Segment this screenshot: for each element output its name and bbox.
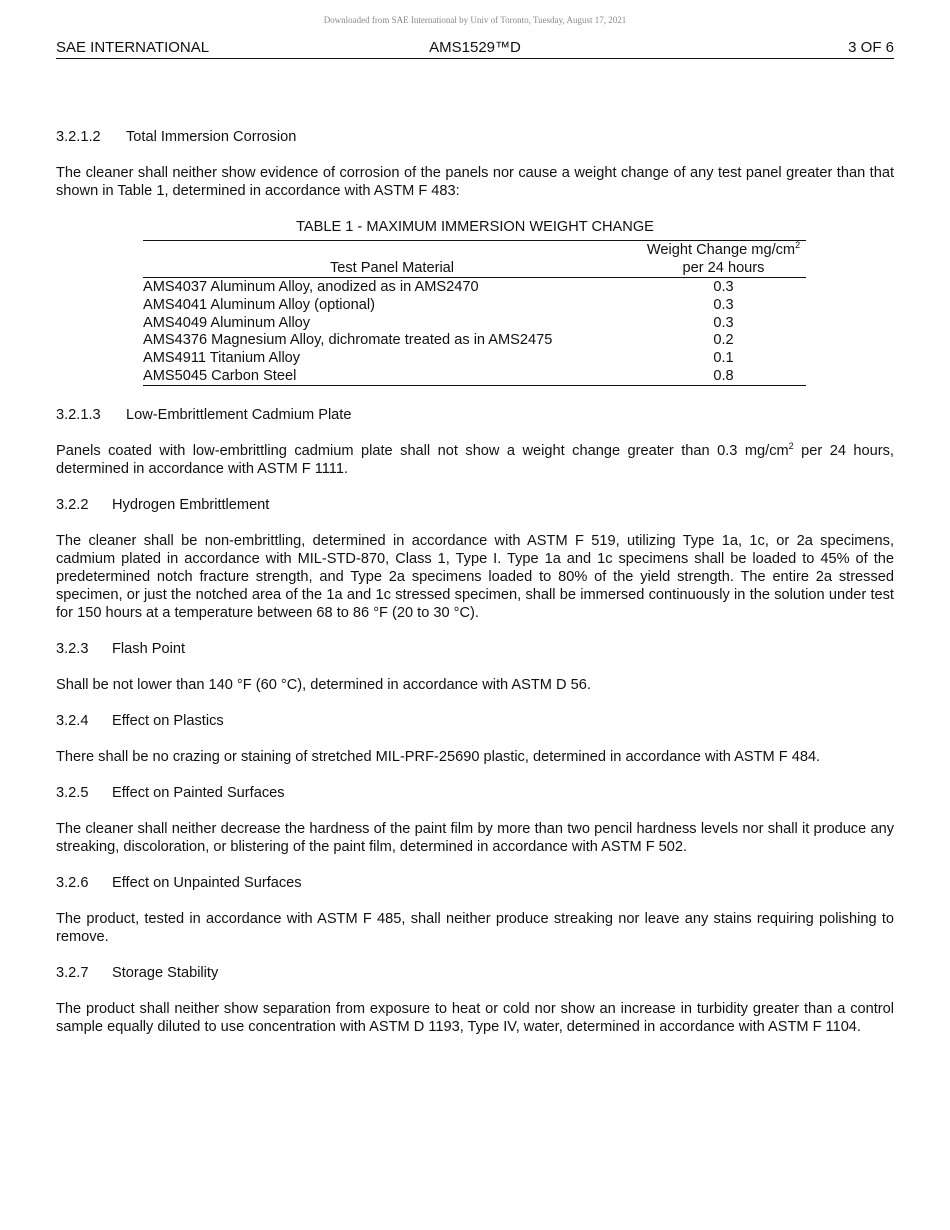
section-body: The cleaner shall neither show evidence of corrosion of the panels nor cause a weight change of any test panel greater than that shown in Table 1, determined in accordance with ASTM F 483: bbox=[56, 165, 894, 199]
section-title: Low-Embrittlement Cadmium Plate bbox=[126, 406, 352, 423]
section-body: There shall be no crazing or staining of stretched MIL-PRF-25690 plastic, determined in accordance with ASTM F 484. bbox=[56, 748, 821, 765]
column-header-weight-change: Weight Change $mg/cm^2$ per 24 hours bbox=[646, 240, 801, 276]
table-row bbox=[143, 278, 806, 296]
material-cell: AMS4376 Magnesium Alloy, dichromate treated as in AMS2475 bbox=[143, 332, 553, 349]
section-body: The product shall neither show separation from exposure to heat or cold nor show an increase in turbidity greater than a control sample equally diluted to use concentration with ASTM D 1193, Type IV, water, determined in accordance with ASTM F 1104. bbox=[56, 1000, 894, 1035]
section-title: Effect on Painted Surfaces bbox=[112, 784, 285, 801]
table-row bbox=[143, 331, 806, 349]
page-number: 3 OF 6 bbox=[848, 39, 894, 56]
section-number: 3.2.5 bbox=[56, 784, 89, 801]
section-heading-3-2-7 bbox=[56, 964, 894, 982]
section-number: 3.2.7 bbox=[56, 964, 89, 981]
section-heading-3-2-3 bbox=[56, 640, 894, 658]
weight-change-cell: 0.2 bbox=[713, 332, 734, 349]
download-watermark: Downloaded from SAE International by Univ of Toronto, Tuesday, August 17, 2021 bbox=[323, 15, 627, 25]
weight-change-cell: 0.3 bbox=[713, 314, 734, 331]
section-heading-3-2-1-2 bbox=[56, 128, 894, 146]
section-body: The product, tested in accordance with ASTM F 485, shall neither produce streaking nor leave any stains requiring polishing to remove. bbox=[56, 910, 894, 945]
section-title: Storage Stability bbox=[112, 964, 219, 981]
material-cell: AMS4911 Titanium Alloy bbox=[143, 350, 301, 367]
publisher-name: SAE INTERNATIONAL bbox=[56, 39, 210, 56]
section-body: Panels coated with low-embrittling cadmium plate shall not show a weight change greater than 0.3 $mg/cm^2$ per 24 hours, determined in accordance with ASTM F 1111. bbox=[56, 440, 894, 477]
section-heading-3-2-5 bbox=[56, 784, 894, 802]
table-row bbox=[143, 349, 806, 367]
material-cell: AMS4041 Aluminum Alloy (optional) bbox=[143, 296, 375, 313]
table-row bbox=[143, 296, 806, 314]
weight-change-cell: 0.3 bbox=[713, 296, 734, 313]
section-number: 3.2.1.2 bbox=[56, 129, 101, 145]
section-body: Shall be not lower than 140 °F (60 °C), determined in accordance with ASTM D 56. bbox=[56, 676, 591, 693]
section-title: Flash Point bbox=[112, 640, 186, 657]
table-header-row bbox=[143, 240, 806, 278]
table-title: TABLE 1 - MAXIMUM IMMERSION WEIGHT CHANGE bbox=[296, 219, 654, 235]
section-number: 3.2.2 bbox=[56, 496, 89, 513]
section-title: Effect on Unpainted Surfaces bbox=[112, 874, 302, 891]
section-title: Effect on Plastics bbox=[112, 712, 224, 729]
column-header-material: Test Panel Material bbox=[329, 260, 455, 276]
table-body bbox=[143, 278, 806, 386]
weight-change-cell: 0.3 bbox=[713, 279, 734, 295]
section-number: 3.2.1.3 bbox=[56, 406, 101, 423]
document-body bbox=[56, 128, 894, 1036]
section-heading-3-2-6 bbox=[56, 874, 894, 892]
section-title: Hydrogen Embrittlement bbox=[112, 496, 270, 513]
section-heading-3-2-4 bbox=[56, 712, 894, 730]
section-heading-3-2-1-3 bbox=[56, 406, 894, 424]
material-cell: AMS4049 Aluminum Alloy bbox=[143, 314, 311, 331]
material-cell: AMS4037 Aluminum Alloy, anodized as in AMS2470 bbox=[143, 279, 479, 295]
section-body: The cleaner shall be non-embrittling, determined in accordance with ASTM F 519, utilizing Type 1a, 1c, or 2a specimens, cadmium plated in accordance with MIL-STD-870, Class 1, Type I. Type 1a and 1c specimens shall be loaded to 45% of the predetermined notch fracture strength, and Type 2a specimens loaded to 80% of the yield strength. The entire 2a stressed specimen, or just the notched area of the 1a and 1c stressed specimen, shall be immersed continuously in the solution under test for 150 hours at a temperature between 68 to 86 °F (20 to 30 °C). bbox=[56, 532, 894, 621]
section-title: Total Immersion Corrosion bbox=[126, 129, 297, 145]
section-number: 3.2.3 bbox=[56, 640, 89, 657]
table-row bbox=[143, 314, 806, 332]
document-number: AMS1529™D bbox=[429, 39, 521, 56]
section-number: 3.2.6 bbox=[56, 874, 89, 891]
section-number: 3.2.4 bbox=[56, 712, 89, 729]
section-body: The cleaner shall neither decrease the hardness of the paint film by more than two pencil hardness levels nor shall it produce any streaking, discoloration, or blistering of the paint film, determined in accordance with ASTM F 502. bbox=[56, 820, 894, 855]
page-header bbox=[56, 38, 894, 59]
table-row bbox=[143, 367, 806, 385]
weight-change-cell: 0.1 bbox=[713, 350, 734, 367]
immersion-weight-table bbox=[143, 240, 806, 386]
material-cell: AMS5045 Carbon Steel bbox=[143, 367, 297, 384]
weight-change-cell: 0.8 bbox=[713, 367, 734, 384]
section-heading-3-2-2 bbox=[56, 496, 894, 514]
